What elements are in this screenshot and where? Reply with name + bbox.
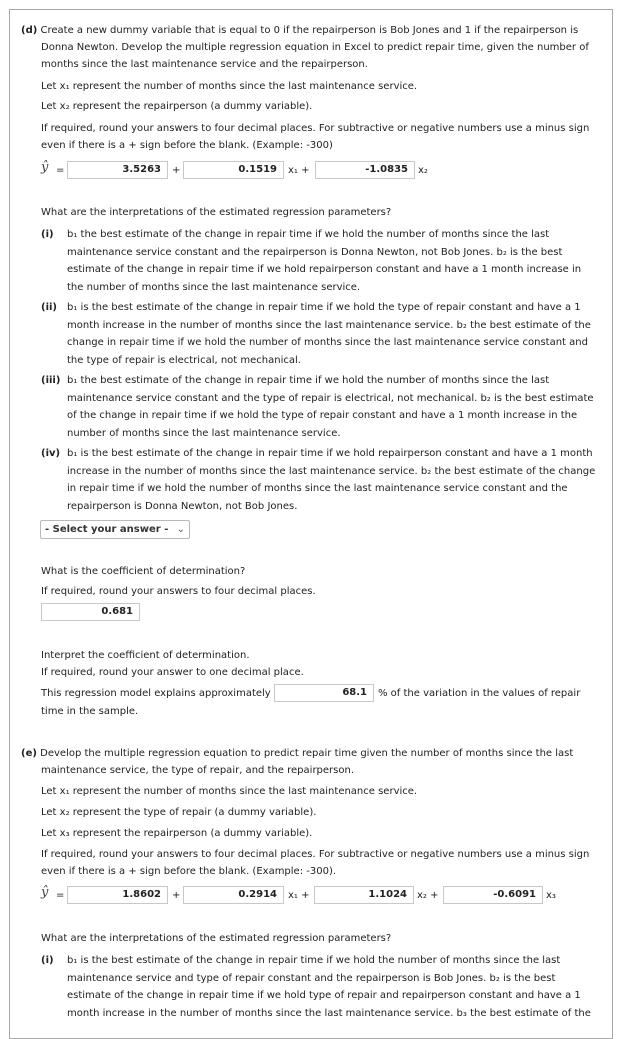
d-explains-line2: time in the sample. [41,706,139,717]
d-cod-rounding: If required, round your answers to four decimal places. [41,586,316,597]
d-explains-prefix: This regression model explains approximately [41,688,271,699]
chevron-down-icon: ⌄ [176,524,185,535]
d-yhat-symbol: ŷ [41,160,49,175]
e-x2-term: x₂ + [417,890,439,901]
d-option-iii-line: number of months since the last maintenance service. [67,427,341,439]
e-option-i-text [67,952,597,1022]
part-e-intro-text: Develop the multiple regression equation to predict repair time given the number of months since the last [40,748,574,759]
part-e-x1-definition: Let x₁ represent the number of months since the last maintenance service. [41,786,418,797]
d-option-ii-line: b₁ is the best estimate of the change in repair time if we hold the type of repair constant and have a 1 [67,302,581,313]
d-option-i-line: maintenance service constant and the repairperson is Donna Newton, not Bob Jones. b₂ is the best [67,246,563,258]
e-yhat-symbol: ŷ [41,885,49,900]
d-explains-suffix: % of the variation in the values of repair [378,688,581,699]
d-option-iii-line: b₁ the best estimate of the change in repair time if we hold the number of months since the last [67,375,550,386]
part-d-x2-definition: Let x₂ represent the repairperson (a dummy variable). [41,101,313,112]
d-intercept-answer-field[interactable]: 3.5263 [67,161,168,179]
d-option-iii-line: of the change in repair time if we hold the type of repair constant and have a 1 month increase in the [67,410,578,421]
d-option-ii-line: the type of repair is electrical, not mechanical. [67,354,301,366]
part-d-label: (d) [21,25,38,36]
d-b1-answer-field[interactable]: 0.1519 [183,161,284,179]
e-equals-sign: = [56,890,65,901]
d-option-ii-line: month increase in the number of months since the last maintenance service. b₂ the best estimate of the [67,319,591,331]
d-option-iv-line: repairperson is Donna Newton, not Bob Jones. [67,500,298,512]
part-e-intro-line2: maintenance service, the type of repair, and the repairperson. [41,765,355,776]
d-cod-answer-field[interactable]: 0.681 [41,603,140,621]
part-d-x1-definition: Let x₁ represent the number of months since the last maintenance service. [41,81,418,92]
d-explains-answer-field[interactable]: 68.1 [274,684,374,702]
e-intercept-answer-field[interactable]: 1.8602 [67,886,168,904]
d-option-i-line: estimate of the change in repair time if we hold repairperson constant and have a 1 month increase in [67,264,582,275]
e-option-i-line: b₁ is the best estimate of the change in repair time if we hold the number of months since the last [67,955,561,966]
part-d-intro-line2: Donna Newton. Develop the multiple regression equation in Excel to predict repair time, given the number of [41,42,589,53]
d-option-iv-text [67,445,597,515]
d-option-i-number: (i) [41,229,54,240]
d-option-i-line: the number of months since the last maintenance service. [67,281,361,293]
d-interpretation-question: What are the interpretations of the estimated regression parameters? [41,207,392,218]
part-d-intro-line1 [21,22,578,39]
part-d-rounding-line1: If required, round your answers to four decimal places. For subtractive or negative numbers use a minus sign [41,123,590,134]
e-x1-term: x₁ + [288,890,310,901]
d-interpretation-select[interactable] [40,520,190,539]
d-x1-term: x₁ + [288,165,310,176]
d-option-iii-line: maintenance service constant and the type of repair is electrical, not mechanical. b₂ is the best estimate [67,392,594,404]
part-e-label: (e) [21,748,37,759]
d-option-ii-number: (ii) [41,302,57,313]
e-option-i-line: estimate of the change in repair time if we hold type of repair and repairperson constant and have a 1 [67,990,581,1001]
e-option-i-number: (i) [41,955,54,966]
part-d-intro-text: Create a new dummy variable that is equal to 0 if the repairperson is Bob Jones and 1 if the repairperson is [40,25,579,36]
d-option-ii-text [67,299,597,369]
d-option-i-text [67,226,597,296]
d-equals-sign: = [56,165,65,176]
e-b3-answer-field[interactable]: -0.6091 [443,886,543,904]
e-plus-sign: + [172,890,181,901]
e-option-i-line: month increase in the number of months since the last maintenance service. b₃ the best estimate of the [67,1007,591,1019]
d-option-iv-line: in repair time if we hold the number of months since the last maintenance service constant and the [67,483,568,494]
e-option-i-line: maintenance service and type of repair constant and the repairperson is Bob Jones. b₂ is the best [67,972,556,984]
d-select-label: - Select your answer - [45,524,169,535]
e-interpretation-question: What are the interpretations of the estimated regression parameters? [41,933,392,944]
d-option-iv-line: increase in the number of months since the last maintenance service. b₂ the best estimate of the change [67,465,596,477]
d-option-iv-line: b₁ is the best estimate of the change in repair time if we hold repairperson constant and have a 1 month [67,448,593,459]
e-b1-answer-field[interactable]: 0.2914 [183,886,284,904]
d-option-iii-text [67,372,597,442]
d-plus-sign: + [172,165,181,176]
d-interpret-cod: Interpret the coefficient of determination. [41,650,250,661]
d-option-ii-line: change in repair time if we hold the number of months since the last maintenance service constant and [67,337,588,348]
part-e-x2-definition: Let x₂ represent the type of repair (a dummy variable). [41,807,317,818]
part-d-intro-line3: months since the last maintenance service and the repairperson. [41,59,368,70]
d-option-i-line: b₁ the best estimate of the change in repair time if we hold the number of months since the last [67,229,550,240]
e-x3-term: x₃ [546,890,556,901]
d-option-iii-number: (iii) [41,375,61,386]
part-e-x3-definition: Let x₃ represent the repairperson (a dummy variable). [41,828,313,839]
part-e-rounding-line1: If required, round your answers to four decimal places. For subtractive or negative numbers use a minus sign [41,849,590,860]
part-d-rounding-line2: even if there is a + sign before the blank. (Example: -300) [41,140,333,151]
d-cod-question: What is the coefficient of determination? [41,566,246,577]
d-b2-answer-field[interactable]: -1.0835 [315,161,415,179]
d-interpret-rounding: If required, round your answer to one decimal place. [41,667,304,678]
part-e-rounding-line2: even if there is a + sign before the blank. (Example: -300). [41,866,337,877]
e-b2-answer-field[interactable]: 1.1024 [314,886,414,904]
d-x2-term: x₂ [418,165,428,176]
part-e-intro-line1 [21,745,573,762]
d-option-iv-number: (iv) [41,448,61,459]
